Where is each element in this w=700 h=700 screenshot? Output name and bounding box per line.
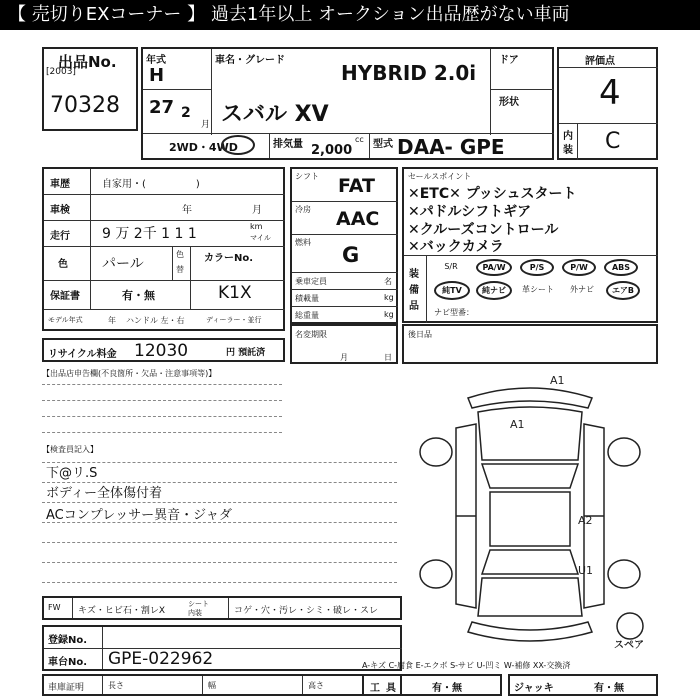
spare-tire [617, 613, 643, 639]
cert-label: 車庫証明 [48, 683, 85, 693]
interior-row [42, 596, 402, 620]
registration-box [42, 625, 402, 671]
weight-label: 総重量 [295, 311, 319, 320]
year-label: 年式 [146, 55, 166, 66]
name-change-box [290, 324, 398, 364]
sales-label: セールスポイント [408, 172, 472, 181]
weight-unit: kg [384, 310, 394, 319]
lot-box [42, 47, 138, 131]
displacement-label: 排気量 [273, 139, 303, 150]
displacement-value: 2,000 [311, 143, 353, 158]
color-no-label: カラーNo. [204, 253, 254, 264]
cert-length: 長さ [108, 681, 124, 690]
equip-label-1: 装 [409, 269, 419, 280]
name-change-label: 名変期限 [295, 330, 327, 339]
equip-navi: 純ナビ [476, 281, 512, 300]
seller-label: 【出品店申告欄(不良箇所・欠品・注意事項等)】 [42, 369, 217, 378]
vehicle-box [141, 47, 554, 160]
drive-type: 2WD・4WD [169, 141, 238, 154]
roof [490, 492, 570, 546]
equip-leather: 革シート [522, 285, 554, 294]
sales-item-2: ✕パドルシフトギア [408, 204, 532, 220]
windshield [482, 464, 578, 488]
interior-label-1: 内 [563, 131, 573, 142]
capacity-unit: 名 [384, 277, 392, 286]
equip-row-1 [434, 259, 656, 276]
spec-box [290, 167, 398, 324]
car-name: スバル XV [221, 102, 329, 127]
inspector-label: 【検査員記入】 [42, 445, 98, 454]
rear-bumper [468, 622, 592, 641]
color-change-2: 替 [176, 265, 184, 274]
wheel-rr [608, 560, 640, 588]
drive-circle [221, 135, 255, 155]
warranty-label: 保証書 [50, 291, 80, 302]
spare-label: スペア [614, 640, 644, 651]
back-date-box [402, 324, 658, 364]
color-change-1: 色 [176, 250, 184, 259]
interior-value: C [605, 129, 621, 154]
equip-sr: S/R [444, 262, 458, 271]
equip-label-3: 品 [409, 301, 419, 312]
inspection-year: 年 [182, 205, 192, 216]
jack-label: ジャッキ [514, 683, 554, 694]
note-line-3: ACコンプレッサー異音・ジャダ [46, 508, 232, 523]
tools-label: 工具 [370, 683, 402, 694]
reg-label: 登録No. [48, 635, 88, 646]
mileage-label: 走行 [50, 231, 70, 242]
cert-height: 高さ [308, 681, 324, 690]
grade: HYBRID 2.0i [341, 61, 477, 85]
equip-label-2: 備 [409, 285, 419, 296]
fuel-value: G [342, 243, 360, 267]
equip-paw: PA/W [476, 259, 512, 276]
color-value: パール [102, 256, 144, 272]
name-change-day: 日 [384, 353, 392, 362]
model-label: 型式 [373, 139, 393, 150]
fw-defects: キズ・ヒビ石・割レX [78, 606, 165, 616]
jack-box [508, 674, 658, 696]
garage-cert-box [42, 674, 402, 696]
notes-area [42, 368, 402, 594]
front-bumper [468, 388, 592, 408]
handle: ハンドル 左・右 [126, 316, 185, 325]
seat-label-2: 内装 [188, 609, 202, 617]
load-label: 積載量 [295, 294, 319, 303]
inspection-month: 月 [252, 205, 262, 216]
equip-row-2 [434, 281, 656, 300]
score-label: 評価点 [585, 56, 615, 67]
color-label: 色 [58, 259, 68, 270]
history-box [42, 167, 285, 331]
equip-ext-navi: 外ナビ [570, 285, 594, 294]
mark-a1-top: A1 [550, 374, 565, 387]
mark-u1: U1 [578, 564, 594, 577]
lot-year-tag: [2003] [46, 67, 76, 77]
back-date-label: 後日品 [408, 330, 432, 339]
score-value: 4 [599, 73, 621, 113]
name-label: 車名・グレード [215, 55, 285, 66]
mileage-unit-mile: マイル [250, 234, 271, 242]
chassis-value: GPE-022962 [108, 649, 214, 669]
month-value: 2 [181, 105, 191, 121]
capacity-label: 乗車定員 [295, 277, 327, 286]
chassis-label: 車台No. [48, 657, 88, 668]
recycle-label: リサイクル料金 [48, 349, 117, 360]
dealer: ディーラー・並行 [206, 316, 262, 324]
banner: 【 売切りEXコーナー 】 過去1年以上 オークション出品歴がない車両 [0, 0, 700, 30]
history-value: 自家用・( ) [102, 179, 200, 190]
fw-label: FW [48, 603, 61, 612]
model-year-unit: 年 [108, 316, 116, 325]
wheel-fr [608, 438, 640, 466]
ac-value: AAC [336, 208, 380, 230]
car-diagram [402, 368, 658, 658]
equip-ps: P/S [520, 259, 554, 276]
recycle-value: 12030 [134, 341, 189, 361]
sales-item-4: ✕バックカメラ [408, 239, 504, 255]
inspection-label: 車検 [50, 205, 70, 216]
model-year-label: モデル年式 [48, 316, 83, 324]
lot-label: 出品No. [58, 53, 117, 71]
sales-box [402, 167, 658, 323]
year-value: 27 [149, 97, 175, 118]
equip-abs: ABS [604, 259, 638, 276]
model-value: DAA- GPE [397, 135, 505, 159]
trunk [478, 578, 582, 616]
note-line-2: ボディー全体傷付着 [46, 486, 162, 501]
shift-label: シフト [295, 172, 319, 181]
hood [478, 407, 582, 460]
cc-unit: cc [355, 135, 364, 144]
wheel-fl [420, 438, 452, 466]
seat-label-1: シート [188, 600, 209, 608]
note-line-1: 下@リ.S [46, 466, 98, 481]
mark-a1-inner: A1 [510, 418, 525, 431]
name-change-month: 月 [340, 353, 348, 362]
year-era: H [149, 65, 165, 86]
wheel-rl [420, 560, 452, 588]
cert-width: 幅 [208, 681, 216, 690]
shift-value: FAT [338, 175, 375, 197]
rear-window [482, 550, 578, 574]
tools-box [362, 674, 502, 696]
sales-item-3: ✕クルーズコントロール [408, 222, 559, 238]
legend: A-キズ C-腐食 E-エクボ S-サビ U-凹ミ W-補修 XX-交換済 [362, 661, 571, 670]
mileage-value: 9 万 2千 1 1 1 [102, 226, 197, 242]
equip-pw: P/W [562, 259, 596, 276]
score-box [557, 47, 658, 160]
seat-defects: コゲ・穴・汚レ・シミ・破レ・スレ [234, 606, 379, 616]
fuel-label: 燃料 [295, 238, 311, 247]
mark-a2: A2 [578, 514, 593, 527]
load-unit: kg [384, 293, 394, 302]
shape-label: 形状 [499, 97, 519, 108]
color-no-value: K1X [218, 283, 252, 303]
history-label: 車歴 [50, 179, 70, 190]
door-label: ドア [499, 55, 519, 66]
tools-value: 有・無 [432, 683, 462, 694]
lot-number: 70328 [50, 93, 120, 118]
equip-airbag: エアB [606, 281, 640, 300]
interior-label-2: 装 [563, 145, 573, 156]
navi-label: ナビ型番： [434, 308, 474, 317]
ac-label: 冷房 [295, 205, 311, 214]
mileage-unit-km: km [250, 222, 263, 231]
month-unit: 月 [201, 120, 211, 130]
jack-value: 有・無 [594, 683, 624, 694]
recycle-unit: 円 預託済 [226, 348, 266, 358]
recycle-box [42, 338, 285, 362]
warranty-value: 有・無 [122, 289, 155, 302]
sales-item-1: ✕ETC✕ プッシュスタート [408, 186, 577, 202]
equip-tv: 純TV [434, 281, 470, 300]
